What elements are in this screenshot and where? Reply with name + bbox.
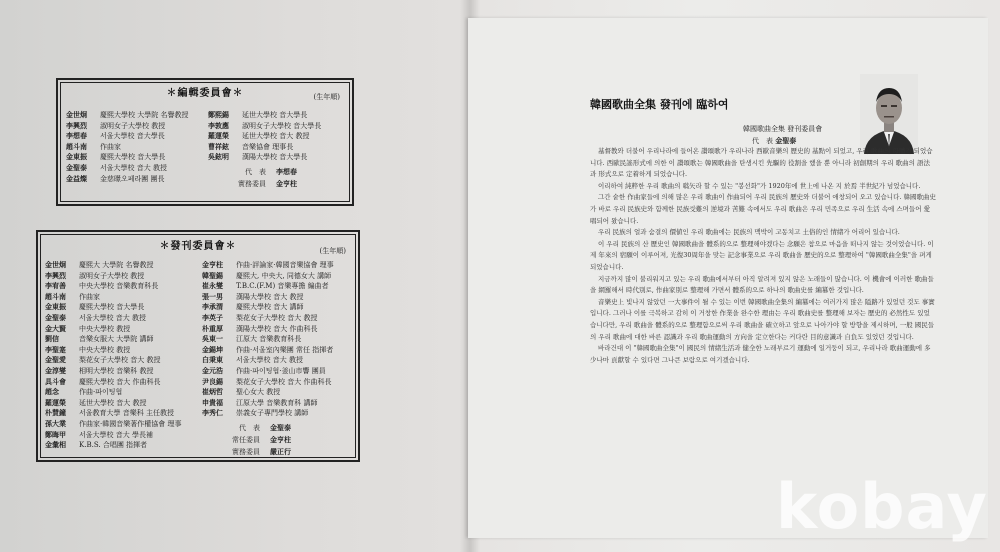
member-row [202,292,334,303]
member-row [202,271,334,282]
member-row [45,292,181,303]
member-role: 淑明女子大學校 教授 [100,121,166,130]
article-paragraph: 우리 民族의 얼과 숨결의 價値인 우리 歌曲에는 民族의 맥박이 고동치고 土俗的인 情緖가 어리어 있습니다. [598,228,900,237]
member-role: 中央大學校 教授 [79,345,131,354]
member-name: 金元浩 [202,365,223,375]
signature-label: 實務委員 [238,180,266,188]
member-name: 金東振 [66,152,87,162]
member-row [45,345,181,356]
member-name: 趙斗南 [66,141,87,151]
member-row [66,121,188,132]
article-title: 韓國歌曲全集 發刊에 臨하여 [590,98,729,111]
member-row [208,131,321,142]
member-role: 慶熙大學校 音大 作曲科長 [79,377,161,386]
member-name: 羅運榮 [208,131,229,141]
member-name: 金聖泰 [66,162,87,172]
member-name: 金錫坤 [202,344,223,354]
member-role: 慶熙大學校 音大 講師 [236,303,304,312]
member-row [45,302,181,313]
member-row [45,313,181,324]
publication-committee-column-2 [202,260,334,419]
signature-row [208,178,297,190]
publication-committee-signatures [202,422,291,458]
member-row [66,152,188,163]
member-role: 慶熙大學校 大學院 名譽教授 [100,111,189,119]
member-role: K.B.S. 合唱團 指揮者 [79,441,148,450]
member-row [202,260,334,271]
member-row [202,313,334,324]
member-role: 서울大學校 音大 教授 [79,313,146,322]
member-row [45,408,181,419]
member-role: 作曲·서울室內樂團 常任 指揮者 [236,345,334,354]
member-row [202,355,334,366]
member-row [45,398,181,409]
member-row [202,334,334,345]
member-role: 서울大學校 音大 教授 [236,356,303,365]
member-row [208,121,321,132]
editorial-committee-title: ✽編輯委員會✽ [166,88,244,99]
member-name: 金淳燮 [45,365,66,375]
member-row [202,324,334,335]
member-role: 서울大學校 音大學長 [100,132,165,141]
member-name: 李承渭 [202,302,223,312]
signature-label: 實務委員 [232,448,260,456]
member-role: 崇義女子專門學校 講師 [236,409,309,418]
member-name: 孫大業 [45,418,66,428]
signature-label: 常任委員 [232,436,260,444]
member-name: 李興烈 [66,120,87,130]
member-role: 作曲·파이팅협·釜山市響 團員 [236,366,326,375]
article-organization: 韓國歌曲全集 發刊委員會 [743,125,823,133]
member-role: 延世大學校 音大學長 [242,111,308,119]
member-role: 作曲家 [79,292,100,301]
member-name: 李秀仁 [202,408,223,418]
member-row [208,110,321,121]
member-row [202,366,334,377]
member-name: 申貴福 [202,397,223,407]
author-portrait [860,74,918,154]
member-row [202,408,334,419]
signature-row [202,446,291,458]
member-row [66,110,188,121]
member-role: 作曲家 [100,142,121,151]
signature-name: 嚴正行 [270,447,291,456]
member-role: 梨花女子大學校 音大 教授 [79,356,161,365]
editorial-committee-column-1 [66,110,188,184]
member-role: 相明大學校 音樂科 教授 [79,366,154,375]
member-name: 鄭熙錫 [208,110,229,119]
signature-row [208,166,297,178]
member-row [202,302,334,313]
signature-row [202,422,291,434]
member-row [45,419,181,430]
member-role: 漢陽大學校 音大 教授 [236,292,304,301]
article-body [590,146,936,366]
member-row [208,142,321,153]
member-row [45,260,181,271]
member-name: 趙念 [45,387,59,397]
member-row [45,387,181,398]
member-name: 朴重厚 [202,323,223,333]
representative-name: 金聖泰 [775,136,797,145]
member-row [45,377,181,388]
representative-label: 代 表 [752,137,773,145]
member-name: 金世炯 [45,260,66,269]
member-role: 作曲·파이팅협 [79,388,123,397]
member-name: 崔永燮 [202,281,223,291]
member-role: 慶熙大 大學院 名譽教授 [79,261,154,269]
article-paragraph: 音樂史上 빛나지 않았던 一大事件이 될 수 있는 이번 韓國歌曲全集의 編纂에는 여러가지 많은 隘路가 있었던 것도 事實입니다. 그러나 이를 극복하고 감히 이 거창한 作業을 완수한 理由는 우리 歌曲史를 整理해 보자는 歷史的 必然性도 있었습니다만, 우리 歌曲을 體系的으로 整理함으로써 우리 歌曲을 確立하고 앞으로 나아가야 할 방향을 제시하며, 一般 國民들의 우리 歌曲에 대한 바른 認識과 우리 歌曲運動의 方向을 定立한다는 커다란 目的意識과 自負도 있었던 것입니다. [590,297,935,341]
member-name: 張一男 [202,291,223,301]
signature-row [202,434,291,446]
member-role: 淑明女子大學校 教授 [79,271,145,280]
editorial-committee-column-2 [208,110,321,163]
member-role: 音樂協會 理事長 [242,142,294,151]
member-name: 具斗會 [45,376,66,386]
member-row [66,174,188,185]
signature-name: 金聖泰 [270,423,291,432]
editorial-committee-signatures [208,166,297,190]
member-name: 金大賢 [45,323,66,333]
member-role: T.B.C.(F.M) 音樂專擔 編曲者 [236,282,329,291]
member-role: 音樂女服大 大學院 講師 [79,335,154,344]
signature-label: 代 表 [245,168,266,176]
signature-name: 金亨柱 [270,435,291,444]
member-row [66,131,188,142]
left-page [0,0,465,552]
right-page [468,18,988,538]
member-role: 聖心女大 教授 [236,388,281,397]
member-name: 金聖愛 [45,355,66,365]
member-row [66,163,188,174]
member-role: 中央大學校 音樂教育科長 [79,282,159,291]
member-role: 漢陽大學校 音大學長 [242,153,308,162]
signature-name: 李想春 [276,167,297,176]
publication-committee-title: ✽發刊委員會✽ [159,241,237,252]
article-paragraph: 이 우리 民族의 산 歷史인 韓國歌曲을 體系的으로 整理해야겠다는 念願은 참으로 마음을 떠나지 않는 것이었습니다. 이제 年來의 宿願이 이루어져, 光復30周年을 맞는 記念事業으로 우리 歌曲을 歷史的으로 整理하여 "韓國歌曲全集"을 펴게 되었습니다. [590,239,934,271]
member-name: 吳鉉明 [208,152,229,162]
member-name: 崔炳哲 [202,387,223,397]
member-role: 作曲·評論家·韓國音樂協會 理事 [236,261,334,269]
watermark-logo: kobay [776,470,988,543]
member-name: 李敦應 [208,120,229,130]
article-representative [752,136,796,146]
member-row [45,324,181,335]
member-role: 慶熙大, 中央大, 同德女大 講師 [236,271,332,280]
member-name: 趙斗南 [45,291,66,301]
member-name: 曹祥鉉 [208,141,229,151]
member-role: 延世大學校 音大 教授 [79,398,147,407]
member-name: 李想春 [66,131,87,141]
member-name: 金彙相 [45,440,66,450]
member-name: 李聖寔 [45,344,66,354]
member-role: 延世大學校 音大 教授 [242,132,310,141]
member-role: 慶熙大學校 音大學長 [79,303,145,312]
member-name: 鄭晦甲 [45,429,66,439]
member-name: 劉信 [45,334,59,344]
member-row [45,440,181,451]
member-name: 尹良錫 [202,376,223,386]
member-row [208,152,321,163]
editorial-committee-note: (生年順) [313,93,340,101]
member-name: 李英子 [202,312,223,322]
member-name: 朴賛鐘 [45,408,66,418]
member-role: 中央大學校 教授 [79,324,131,333]
publication-committee-box [36,230,360,462]
member-row [202,345,334,356]
signature-name: 金亨柱 [276,179,297,188]
member-role: 서울教育大學 音樂科 主任教授 [79,409,174,418]
publication-committee-note: (生年順) [319,247,346,255]
member-row [202,398,334,409]
member-name: 金東振 [45,302,66,312]
member-row [45,334,181,345]
member-role: 慶熙大學校 音大學長 [100,153,166,162]
editorial-committee-box [56,78,354,206]
article-paragraph: 그간 숱한 作曲家들에 의해 많은 우리 歌曲이 作曲되어 우리 民族의 歷史와 더불어 애창되어 오고 있습니다. 韓國歌曲史가 바로 우리 民族史와 함께한 民族受難의 逆境과 苦難 속에서도 우리 歌曲은 우리 민족으로 우리 生活 속에 스며들어 愛唱되어 왔습니다. [590,193,936,225]
member-row [202,281,334,292]
member-role: 서울大學校 音大 學長補 [79,430,153,439]
article-paragraph: 이리하여 純粹한 우리 歌曲의 嚆矢라 할 수 있는 "봉선화"가 1920年에 世上에 나온 지 於焉 半世紀가 넘었습니다. [598,181,921,190]
member-name: 金益燦 [66,173,87,183]
member-row [45,355,181,366]
publication-committee-column-1 [45,260,181,451]
portrait-photo [860,74,918,154]
signature-label: 代 表 [239,424,260,432]
member-row [45,366,181,377]
member-name: 羅運榮 [45,397,66,407]
member-role: 江原大學 音樂教育科 講師 [236,398,318,407]
member-name: 金世炯 [66,110,87,119]
member-name: 金亨柱 [202,260,223,269]
member-row [45,281,181,292]
member-row [202,387,334,398]
article-paragraph: 基督教와 더불어 우리나라에 들어온 讚頌歌가 우리나라 西歐音樂의 歷史的 基點이 되었고, 우리 歌曲의 母體가 되었습니다. 西歐民謠形式에 의한 이 讚頌歌는 韓國歌曲을 탄생시킨 先驅的 役割을 했을 뿐 아니라 初創期의 우리 歌曲의 語法과 形式으로 定着하게 되었습니다. [590,147,933,179]
member-role: 金慈暻오페라團 團長 [100,174,165,183]
member-role: 漢陽大學校 音大 作曲科長 [236,324,318,333]
member-role: 서울大學校 音大 教授 [100,163,167,172]
member-role: 梨花女子大學校 音大 作曲科長 [236,377,332,386]
member-role: 梨花女子大學校 音大 教授 [236,313,318,322]
member-role: 江原大 音樂教育科長 [236,335,302,344]
member-name: 金聖泰 [45,312,66,322]
member-row [66,142,188,153]
article-paragraph: 바라건대 이 "韓國歌曲全集"이 國民의 情緖生活과 健全한 노래부르기 運動에 일거둥이 되고, 우리나라 歌曲運動에 多少나마 貢獻할 수 있다면 그나큰 보람으로 여기겠습니다. [590,344,931,364]
member-name: 李宥善 [45,281,66,291]
member-name: 白秉東 [202,355,223,365]
member-row [45,271,181,282]
member-name: 吳東一 [202,334,223,344]
member-row [202,377,334,388]
member-role: 作曲家·韓國音樂著作權協會 理事 [79,419,182,428]
member-role: 淑明女子大學校 音大學長 [242,121,322,130]
article-paragraph: 지금까지 많이 불리워지고 있는 우리 歌曲에서부터 아직 알려져 있지 않은 노래들이 많습니다. 이 機會에 이러한 歌曲들을 網羅해서 時代別로, 作曲家別로 整理해 가면서 體系的으로 하나의 歌曲史를 編纂한 것입니다. [590,274,934,295]
member-name: 韓聖錫 [202,270,223,280]
member-name: 李興烈 [45,270,66,280]
member-row [45,430,181,441]
